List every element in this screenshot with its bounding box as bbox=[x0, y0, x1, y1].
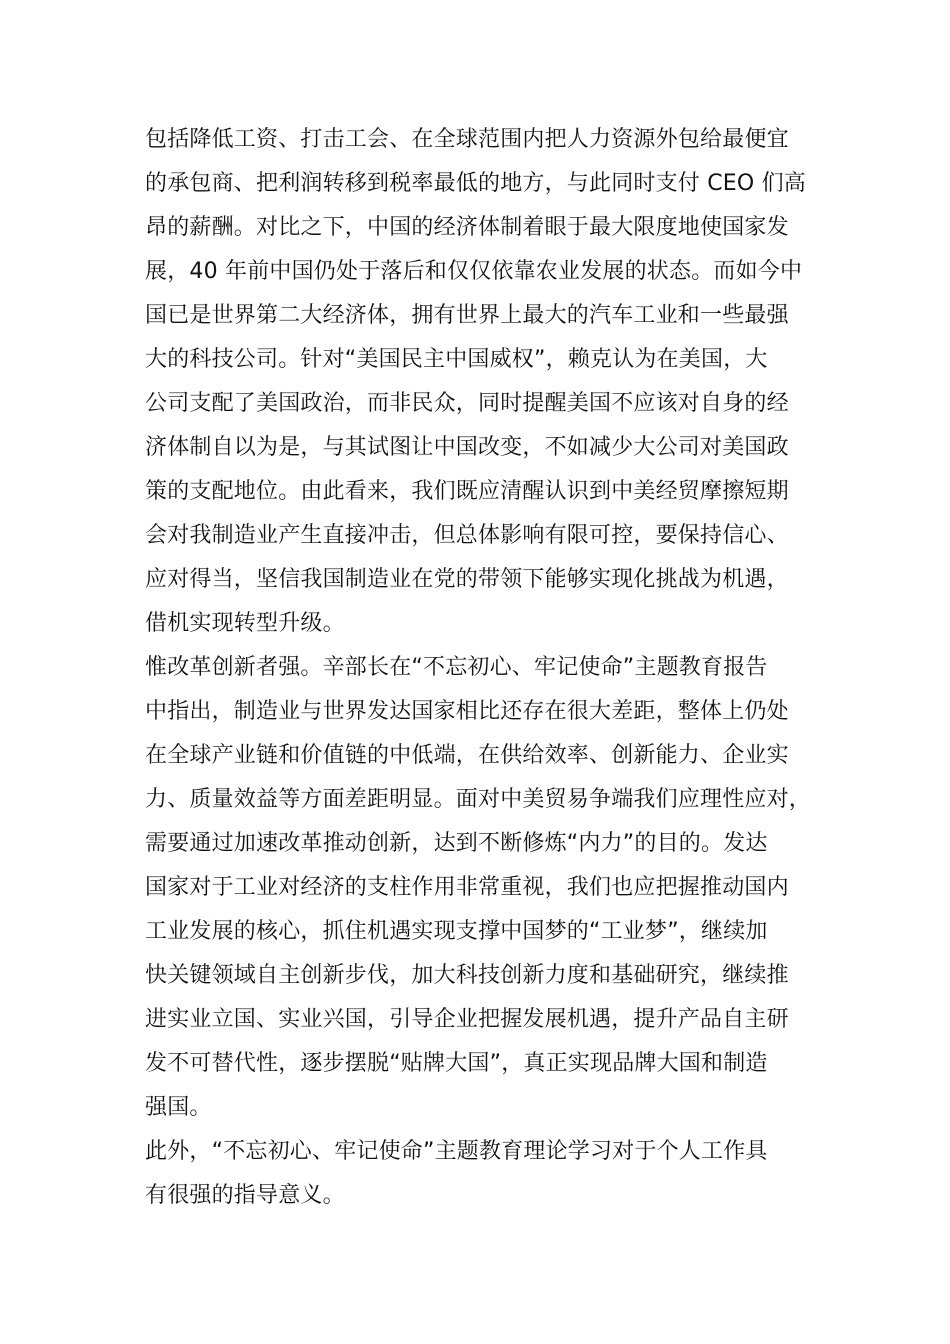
text-line: 此外，“不忘初心、牢记使命”主题教育理论学习对于个人工作具 bbox=[145, 1139, 768, 1164]
text-line: 有很强的指导意义。 bbox=[145, 1183, 345, 1208]
text-line: 借机实现转型升级。 bbox=[145, 611, 345, 636]
text-line: 包括降低工资、打击工会、在全球范围内把人力资源外包给最便宜 bbox=[145, 127, 789, 152]
text-line: 强国。 bbox=[145, 1095, 212, 1120]
text-line: 济体制自以为是，与其试图让中国改变，不如减少大公司对美国政 bbox=[145, 435, 789, 460]
text-line: 力、质量效益等方面差距明显。面对中美贸易争端我们应理性应对， bbox=[145, 787, 812, 812]
text-line: 策的支配地位。由此看来，我们既应清醒认识到中美经贸摩擦短期 bbox=[145, 479, 789, 504]
text-line: 会对我制造业产生直接冲击，但总体影响有限可控，要保持信心、 bbox=[145, 523, 789, 548]
text-line: 昂的薪酬。对比之下，中国的经济体制着眼于最大限度地使国家发 bbox=[145, 215, 789, 240]
text-line: 在全球产业链和价值链的中低端，在供给效率、创新能力、企业实 bbox=[145, 743, 789, 768]
text-line: 展，40 年前中国仍处于落后和仅仅依靠农业发展的状态。而如今中 bbox=[145, 259, 803, 284]
text-line: 公司支配了美国政治，而非民众，同时提醒美国不应该对自身的经 bbox=[145, 391, 789, 416]
text-line: 工业发展的核心，抓住机遇实现支撑中国梦的“工业梦”，继续加 bbox=[145, 919, 768, 944]
text-line: 应对得当，坚信我国制造业在党的带领下能够实现化挑战为机遇， bbox=[145, 567, 789, 592]
text-line: 中指出，制造业与世界发达国家相比还存在很大差距，整体上仍处 bbox=[145, 699, 789, 724]
text-line: 国已是世界第二大经济体，拥有世界上最大的汽车工业和一些最强 bbox=[145, 303, 789, 328]
text-line: 惟改革创新者强。辛部长在“不忘初心、牢记使命”主题教育报告 bbox=[145, 655, 768, 680]
document-body bbox=[145, 118, 810, 1218]
text-line: 需要通过加速改革推动创新，达到不断修炼“内力”的目的。发达 bbox=[145, 831, 768, 856]
text-line: 国家对于工业对经济的支柱作用非常重视，我们也应把握推动国内 bbox=[145, 875, 789, 900]
text-line: 进实业立国、实业兴国，引导企业把握发展机遇，提升产品自主研 bbox=[145, 1007, 789, 1032]
text-line: 的承包商、把利润转移到税率最低的地方，与此同时支付 CEO 们高 bbox=[145, 171, 806, 196]
text-line: 快关键领域自主创新步伐，加大科技创新力度和基础研究，继续推 bbox=[145, 963, 789, 988]
text-line: 大的科技公司。针对“美国民主中国威权”，赖克认为在美国，大 bbox=[145, 347, 768, 372]
text-line: 发不可替代性，逐步摆脱“贴牌大国”，真正实现品牌大国和制造 bbox=[145, 1051, 768, 1076]
